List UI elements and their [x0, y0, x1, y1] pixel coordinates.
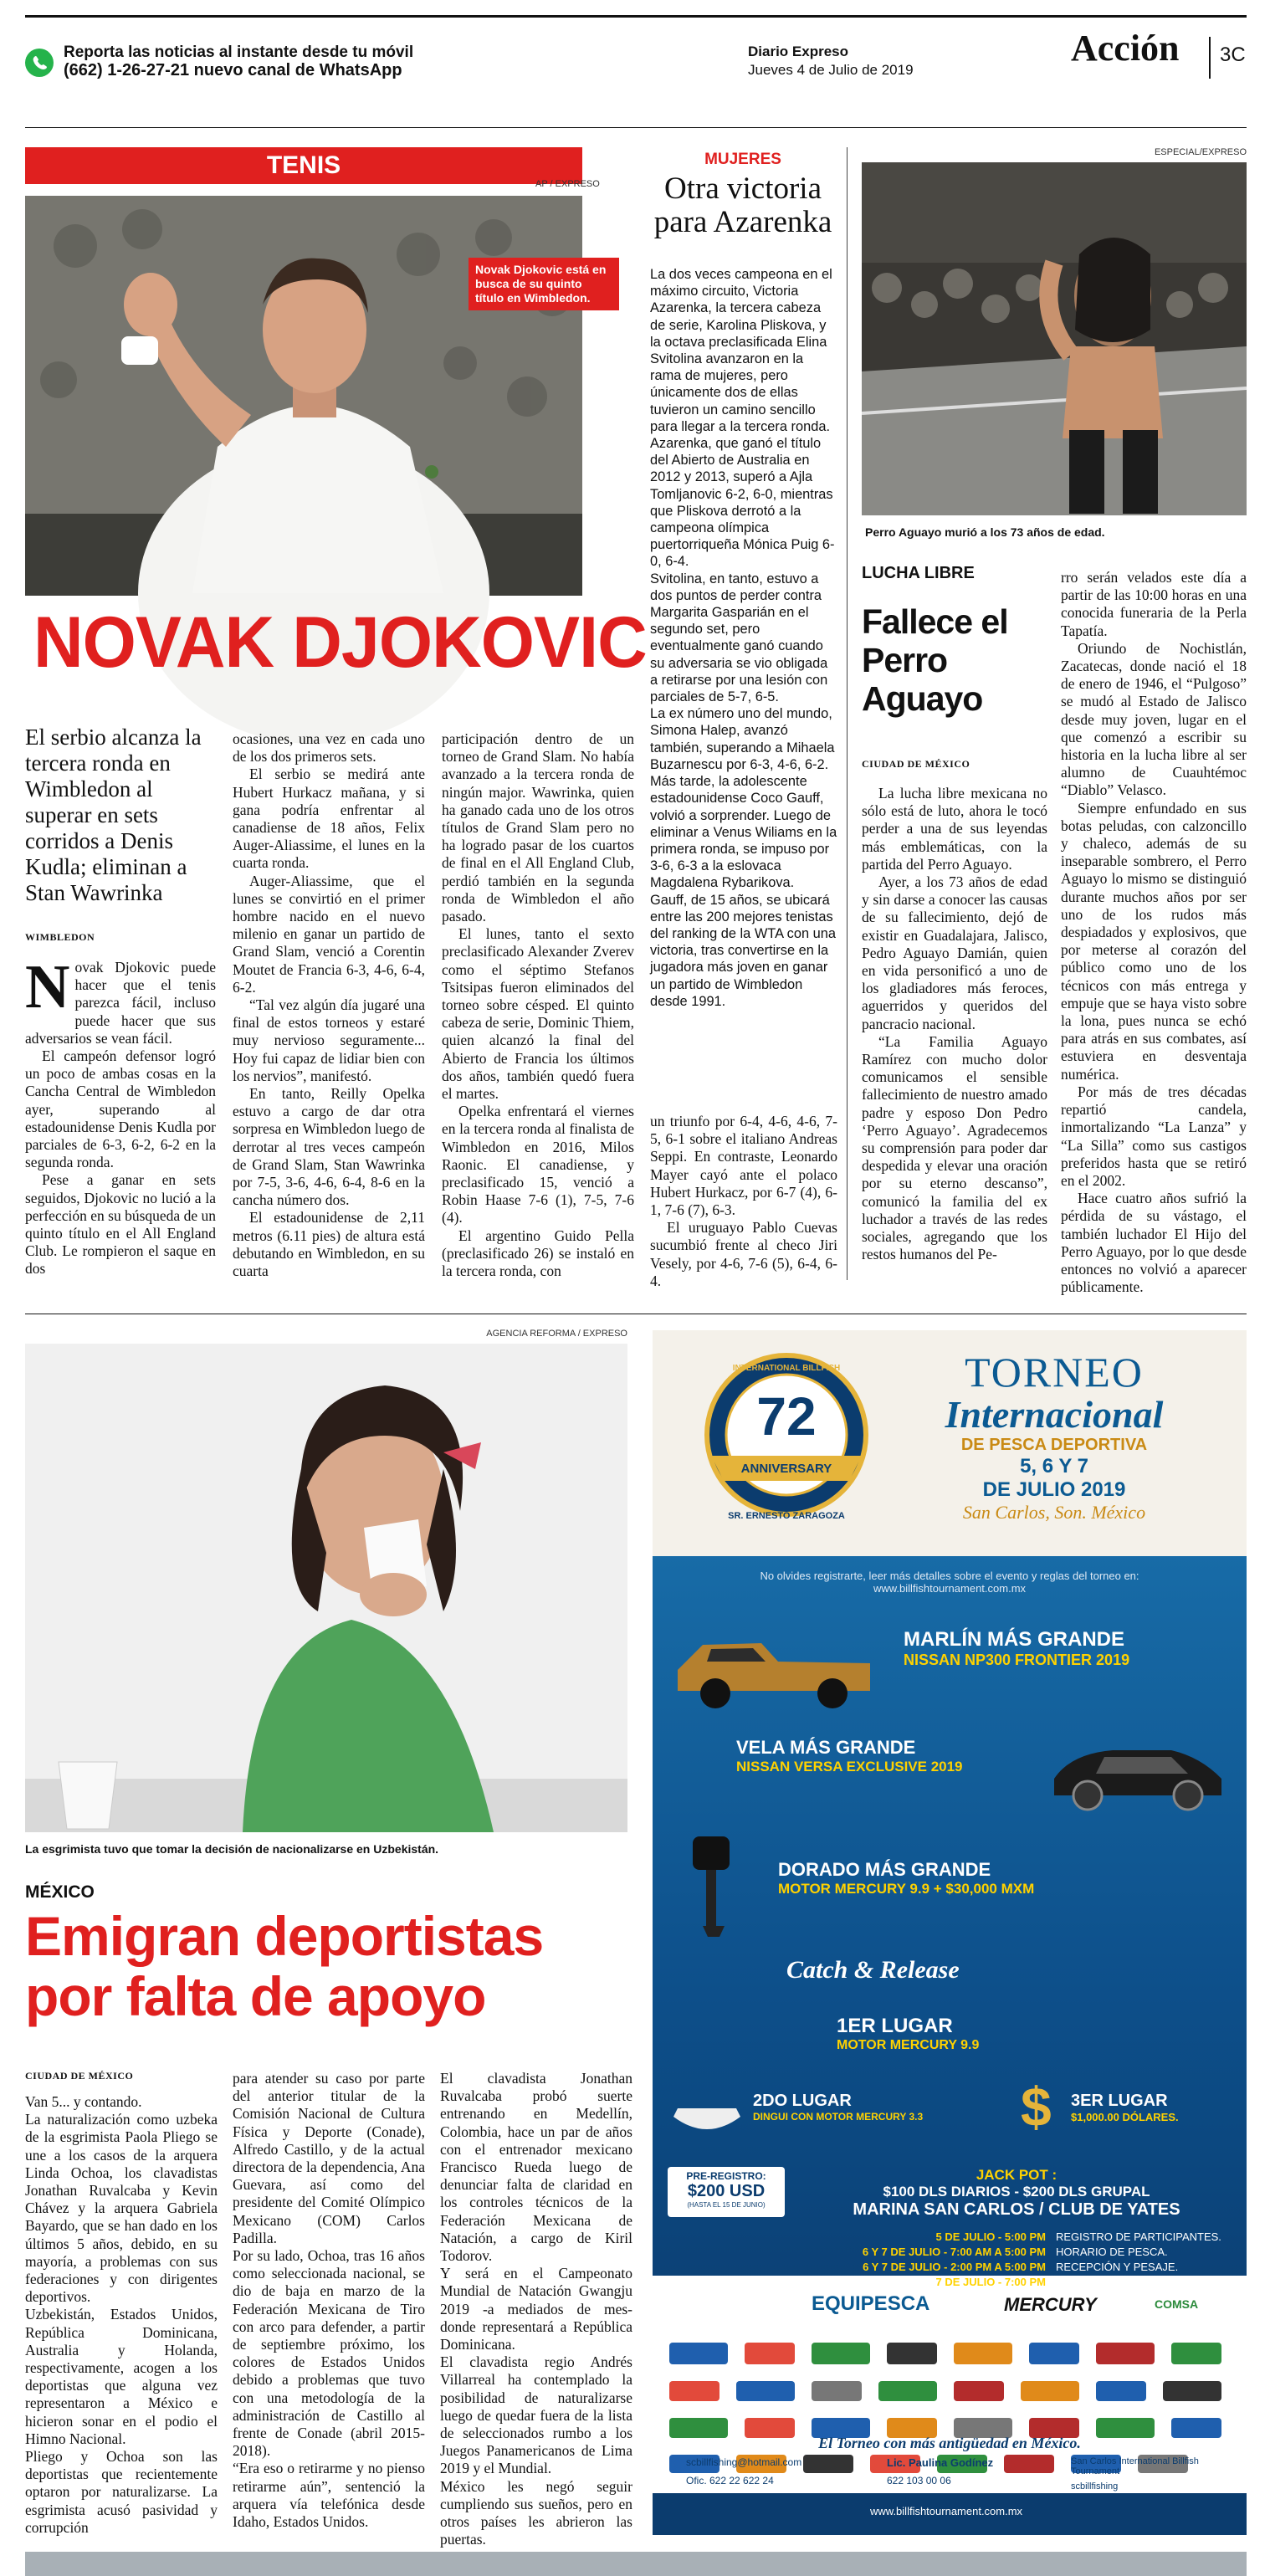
dinghy-image — [669, 2083, 745, 2142]
dropcap: N — [25, 953, 70, 1022]
prize-1-sub: NISSAN NP300 FRONTIER 2019 — [904, 1652, 1130, 1668]
prize-3-title: DORADO MÁS GRANDE — [778, 1859, 991, 1880]
whatsapp-icon — [25, 49, 54, 77]
badge-word: ANNIVERSARY — [740, 1462, 832, 1476]
emigran-col3: El clavadista Jonathan Ruvalcaba probó suerte entrenando en Medellín, Colombia, hace un par de años con el entrenador mexicano Francisco Rueda luego de denunciar falta de claridad en los controles técnicos de la Federación Mexicana de Natación, a cargo de Kiril Todorov. Y será en el Campeonato Mundial de Natación Gwangju 2019 -a mediados de mes- donde representará a República Dominicana. El clavadista regio Andrés Villarreal ha contemplado la posibilidad de naturalizarse luego de quedar fuera de la lista de seleccionados rumbo a los Juegos Panamericanos de Lima 2019 y el Mundial. México les negó seguir cumpliendo sus sueños, pero en otros países les abrieron las puertas. — [440, 2070, 632, 2548]
headline-aguayo: Fallece el Perro Aguayo — [862, 602, 1008, 718]
paper-name: Diario Expreso — [748, 44, 848, 59]
djokovic-col2 — [233, 730, 425, 1280]
paragraph: ocasiones, una vez en cada uno de los dos primeros sets. — [233, 730, 425, 766]
dateline-djokovic: WIMBLEDON — [25, 931, 95, 943]
bottom-bar — [25, 2552, 1247, 2576]
prize-1-title: MARLÍN MÁS GRANDE — [904, 1628, 1124, 1651]
aguayo-caption: Perro Aguayo murió a los 73 años de edad. — [865, 525, 1105, 539]
prereg-l3: (HASTA EL 15 DE JUNIO) — [687, 2201, 766, 2209]
marina: MARINA SAN CARLOS / CLUB DE YATES — [853, 2200, 1180, 2219]
billfish-ad — [653, 1330, 1247, 2535]
paragraph: Svitolina, en tanto, estuvo a dos puntos de perder contra Margarita Gasparián en el segundo set, pero eventualmente ganó cuando su adversaria se vio obligada a retirarse por una lesión con parciales de 5-7, 6-5. — [650, 571, 828, 705]
place-1-sub: MOTOR MERCURY 9.9 — [837, 2038, 980, 2052]
schedule-date: 5 DE JULIO - 5:00 PM — [935, 2230, 1046, 2243]
ad-social-ig: scbillfishing — [1071, 2481, 1119, 2491]
schedule-date: 7 DE JULIO - 7:00 PM — [935, 2276, 1046, 2288]
ad-sub3: DE JULIO 2019 — [982, 1478, 1126, 1501]
kicker-mexico: MÉXICO — [25, 1882, 95, 1902]
headline-azarenka: Otra victoria para Azarenka — [653, 172, 832, 239]
paragraph: El argentino Guido Pella (preclasificado 26) se instaló en la tercera ronda, con — [442, 1227, 634, 1280]
section-kicker-tenis: TENIS — [25, 147, 582, 184]
ad-office-phone: Ofic. 622 22 622 24 — [686, 2475, 774, 2486]
badge-top: INTERNATIONAL BILLFISH — [732, 1364, 841, 1373]
paragraph: El serbio se medirá ante Hubert Hurkacz mañana, y si gana podría enfrentar al canadiense de 18 años, Felix Auger-Aliassime, el lunes en la cuarta ronda. — [233, 766, 425, 872]
djokovic-col1 — [25, 953, 216, 1278]
emigran-col2: para atender su caso por parte del anterior titular de la Comisión Nacional de Cultura Física y Deporte (Conade), Alfredo Castillo, y de la actual directora de la dependencia, Ana Guevara, así como del presidente del Comité Olímpico Mexicano (COM) Carlos Padilla. Por su lado, Ochoa, tras 16 años como seleccionada nacional, se dio de baja en marzo de la Federación Mexicana de Tiro con arco para defender, a partir de septiembre próximo, los colores de Estados Unidos debido a problemas que tuvo con una metodología de la administración de Castillo al frente de Conade (abril 2015-2018). “Era eso o retirarme y no pienso retirarme aún”, sentenció la arquera vía telefónica desde Idaho, Estados Unidos. — [233, 2070, 425, 2531]
paragraph: Siempre enfundado en sus botas peludas, con calzoncillo y chaleco, además de su inseparable sombrero, el Perro Aguayo lo mismo se distinguió durante muchos años por ser uno de los rudos más despiadados y explosivos, que por meterse al corazón del público como uno de los técnicos con más entrega y empuje que se haya visto sobre la lona, pues nunca se echó para atrás en sus combates, así estuviera en desventaja numérica. — [1061, 799, 1247, 1083]
djokovic-photo-caption: Novak Djokovic está en busca de su quinto título en Wimbledon. — [469, 258, 619, 310]
paragraph: rro serán velados este día a partir de las 10:00 horas en una conocida funeraria de la Perla Tapatía. — [1061, 569, 1247, 639]
column-rule — [847, 147, 848, 1280]
photo-credit: AP / EXPRESO — [535, 179, 600, 189]
paragraph: El campeón defensor logró un poco de ambas cosas en la Cancha Central de Wimbledon ayer, superando al estadounidense Denis Kudla por parciales de 6-3, 6-2, 6-2 en la segunda ronda. — [25, 1047, 216, 1171]
aguayo-col2 — [1061, 569, 1247, 1296]
paragraph: Ayer, a los 73 años de edad y sin darse a conocer las causas de su fallecimiento, dejó de existir en Guadalajara, Jalisco, Pedro Aguayo Damián, quien en vida personificó a uno de los gladiadores más feroces, aguerridos y queridos del pancracio nacional. — [862, 873, 1047, 1032]
ad-sub1: DE PESCA DEPORTIVA — [960, 1436, 1148, 1454]
emigran-col1: Van 5... y contando. La naturalización como uzbeka de la esgrimista Paola Pliego se une a los casos de la arquera Linda Ochoa, los clavadistas Jonathan Ruvalcaba y Kevin Chávez y la arquera Gabriela Bayardo, que se han dado en los últimos 5 años, debido, en su mayoría, a problemas con sus federaciones y con dirigentes deportivos. Uzbekistán, Estados Unidos, República Dominicana, Australia y Holanda, respectivamente, acogen a los deportistas que alguna vez representaron a México e hicieron sonar en el podio el Himno Nacional. Pliego y Ochoa son las deportistas que recientemente optaron por naturalizarse. La esgrimista acusó pasividad y corrupción — [25, 2093, 218, 2536]
sponsor-equipesca: EQUIPESCA — [812, 2292, 930, 2315]
place-3-sub: $1,000.00 DÓLARES. — [1071, 2111, 1179, 2123]
paragraph: Hace cuatro años sufrió la pérdida de su vástago, el también luchador El Hijo del Perro Aguayo, por lo que desde entonces no volvió a aparecer públicamente. — [1061, 1190, 1247, 1296]
dateline-emigran: CIUDAD DE MÉXICO — [25, 2070, 134, 2082]
prize-1 — [904, 1628, 1230, 1669]
paragraph: Gauff, de 15 años, se ubicará entre las 200 mejores tenistas del ranking de la WTA con una victoria, tras convertirse en la jugadora más joven en ganar un partido de Wimbledon desde 1991. — [650, 892, 837, 1009]
ad-title-l2: Internacional — [945, 1393, 1164, 1436]
place-2 — [753, 2092, 923, 2123]
dollar-icon: $ — [1021, 2076, 1052, 2138]
paragraph: La lucha libre mexicana no sólo está de luto, ahora le tocó perder a una de sus leyendas más emblemáticas, con la partida del Perro Aguayo. — [862, 785, 1047, 873]
sponsor-comsa: COMSA — [1155, 2297, 1199, 2311]
ad-title-l1: TORNEO — [965, 1349, 1144, 1396]
headline-emigran-l2: por falta de apoyo — [25, 1965, 486, 2027]
car-image — [1046, 1720, 1230, 1812]
prize-2-sub: NISSAN VERSA EXCLUSIVE 2019 — [736, 1759, 963, 1775]
place-2-sub: DINGUI CON MOTOR MERCURY 3.3 — [753, 2111, 924, 2123]
photo-credit: AGENCIA REFORMA / EXPRESO — [486, 1329, 627, 1339]
paragraph: Azarenka, que ganó el título del Abierto de Australia en 2012 y 2013, superó a Ajla Tomljanovic 6-2, 6-0, mientras que Pliskova derrotó a la campeona olímpica puertorriqueña Mónica Puig 6-0, 6-4. — [650, 436, 835, 570]
section-title: Acción — [1071, 28, 1180, 69]
ad-note: No olvides registrarte, leer más detalles sobre el evento y reglas del torneo en: www.billfishtournament.com.mx — [760, 1570, 1139, 1595]
aguayo-photo — [862, 162, 1247, 515]
paragraph: El estadounidense de 2,11 metros (6.11 pies) de altura está debutando en Wimbledon, en su cuarta — [233, 1209, 425, 1280]
kicker-lucha: LUCHA LIBRE — [862, 564, 975, 582]
page-number: 3C — [1220, 44, 1246, 66]
prize-2-title: VELA MÁS GRANDE — [736, 1737, 916, 1758]
paragraph: Pese a ganar en sets seguidos, Djokovic no lució a la perfección en su búsqueda de un quinto título en el All England Club. Le rompieron el saque en dos — [25, 1171, 216, 1278]
paragraph: un triunfo por 6-4, 4-6, 4-6, 7-5, 6-1 sobre el italiano Andreas Seppi. En contraste, Leonardo Mayer cayó ante el polaco Hubert Hurkacz, por 6-7 (4), 6-1, 7-6 (7), 6-3. — [650, 1113, 837, 1219]
jackpot-amounts: $100 DLS DIARIOS - $200 DLS GRUPAL — [883, 2184, 1150, 2200]
ad-sub4: San Carlos, Son. México — [962, 1502, 1146, 1523]
paragraph: ovak Djokovic puede hacer que el tenis parezca fácil, incluso puede hacer que sus adversarios se vean fácil. — [25, 959, 216, 1047]
ad-title-block — [878, 1350, 1230, 1524]
paragraph: “La Familia Aguayo Ramírez con mucho dolor comunicamos el sensible fallecimiento de nuestro amado padre y esposo Don Pedro ‘Perro Aguayo’. Agradecemos su comprensión para poder dar despedida y elevar una oración por su eterno descanso”, comunicó la familia del ex luchador a través de las redes sociales, agregando que los restos humanos del Pe- — [862, 1032, 1047, 1263]
header-rule — [25, 127, 1247, 128]
badge-number: 72 — [756, 1386, 817, 1447]
kicker-mujeres: MUJERES — [704, 151, 781, 168]
badge-bottom: SR. ERNESTO ZARAGOZA — [728, 1511, 845, 1521]
paragraph: Más tarde, la adolescente estadounidense Coco Gauff, volvió a sorprender. Luego de eliminar a Venus Wiliams en la primera ronda, se impuso por 3-6, 6-3 a la eslovaca Magdalena Rybarikova. — [650, 774, 837, 891]
catch-release-title: Catch & Release — [786, 1956, 960, 1984]
paragraph: En tanto, Reilly Opelka estuvo a cargo de dar otra sorpresa en Wimbledon luego de derrotar al tres veces campeón de Grand Slam, Stan Wawrinka por 7-5, 3-6, 4-6, 6-4, 8-6 en la cancha número dos. — [233, 1085, 425, 1209]
ad-social-fb: San Carlos International Billfish Tournament — [1071, 2456, 1199, 2476]
place-1-title: 1ER LUGAR — [837, 2015, 953, 2037]
schedule-event: RECEPCIÓN Y PESAJE. — [1056, 2261, 1179, 2273]
issue-date: Jueves 4 de Julio de 2019 — [748, 62, 914, 78]
ad-contact: Lic. Paulina Godínez — [887, 2456, 994, 2469]
dateline-aguayo: CIUDAD DE MÉXICO — [862, 758, 970, 770]
azarenka-body — [650, 266, 837, 1010]
paragraph: La ex número uno del mundo, Simona Halep, avanzó también, superando a Mihaela Buzarnescu por 6-3, 4-6, 6-2. — [650, 706, 835, 772]
jackpot-block — [803, 2167, 1230, 2220]
djokovic-photo — [25, 196, 607, 596]
paragraph: La dos veces campeona en el máximo circuito, Victoria Azarenka, la tercera cabeza de serie, Karolina Pliskova, y la octava preclasificada Elina Svitolina avanzaron en la rama de mujeres, pero únicamente dos de ellas tuvieron un camino sencillo para llegar a la tercera ronda. — [650, 267, 832, 434]
photo-credit: ESPECIAL/EXPRESO — [1154, 147, 1247, 157]
paragraph: Opelka enfrentará el viernes en la tercera ronda al finalista de Wimbledon en 2016, Milos Raonic. El canadiense, y preclasificado 15, venció a Robin Haase 7-6 (1), 7-5, 7-6 (4). — [442, 1103, 634, 1227]
place-2-title: 2DO LUGAR — [753, 2092, 852, 2110]
schedule-event: HORARIO DE PESCA. — [1056, 2246, 1168, 2258]
motor-image — [678, 1832, 745, 1941]
schedule-event: REGISTRO DE PARTICIPANTES. — [1056, 2230, 1221, 2243]
place-1 — [837, 2015, 979, 2053]
header-divider — [1209, 37, 1211, 79]
whatsapp-line2: (662) 1-26-27-21 nuevo canal de WhatsApp — [64, 61, 402, 79]
aguayo-col1 — [862, 785, 1047, 1263]
sponsor-mercury: MERCURY — [1004, 2294, 1097, 2315]
djokovic-col3 — [442, 730, 634, 1280]
schedule-dates — [803, 2230, 1046, 2290]
prize-3 — [778, 1859, 1113, 1897]
djokovic-col4 — [650, 1113, 837, 1290]
fencer-photo — [25, 1344, 627, 1832]
fencer-caption: La esgrimista tuvo que tomar la decisión de nacionalizarse en Uzbekistán. — [25, 1842, 439, 1856]
schedule-date: 6 Y 7 DE JULIO - 2:00 PM A 5:00 PM — [863, 2261, 1046, 2273]
deck-djokovic: El serbio alcanza la tercera ronda en Wimbledon al superar en sets corridos a Denis Kudla; eliminan a Stan Wawrinka — [25, 725, 202, 905]
ad-web: www.billfishtournament.com.mx — [870, 2505, 1023, 2517]
paragraph: participación dentro de un torneo de Grand Slam. No había avanzado a la tercera ronda de ningún major. Wawrinka, quien ha ganado cada uno de los otros títulos de Grand Slam pero no ha logrado pasar de los cuartos de final en el All England Club, perdió también en la segunda ronda de Wimbledon el año pasado. — [442, 730, 634, 925]
paragraph: El lunes, tanto el sexto preclasificado Alexander Zverev como el séptimo Stefanos Tsitsipas fueron eliminados del torneo sobre césped. El quinto cabeza de serie, Dominic Thiem, quien alcanzó la final del Abierto de Francia los últimos dos años, también quedó fuera el martes. — [442, 925, 634, 1103]
schedule-event: PREMIACIÓN Y CLAUSURA — [1056, 2276, 1197, 2288]
schedule-date: 6 Y 7 DE JULIO - 7:00 AM A 5:00 PM — [862, 2246, 1046, 2258]
place-3-title: 3ER LUGAR — [1071, 2092, 1168, 2110]
truck-image — [669, 1611, 878, 1712]
headline-djokovic: NOVAK DJOKOVIC — [33, 602, 647, 683]
prize-2 — [736, 1737, 987, 1775]
place-3 — [1071, 2092, 1179, 2123]
paragraph: Oriundo de Nochistlán, Zacatecas, donde nació el 18 de enero de 1946, el “Pulgoso” se mudó al Estado de Jalisco desde muy joven, lugar en el que comenzó a escribir su historia en la lucha libre al ser alumno de Cuauhtémoc “Diablo” Velasco. — [1061, 639, 1247, 799]
ad-email: scbillfishing@hotmail.com — [686, 2456, 802, 2468]
ad-sub2: 5, 6 Y 7 — [1020, 1455, 1088, 1477]
jackpot-title: JACK POT : — [976, 2167, 1057, 2183]
paragraph: Por más de tres décadas repartió candela, inmortalizando “La Lanza” y “La Silla” como sus castigos preferidos hasta que se retiró en el 2002. — [1061, 1083, 1247, 1189]
paragraph: “Tal vez algún día jugaré una final de estos torneos y estaré muy nervioso seguramente... Hoy fui capaz de lidiar bien con los nervios”, manifestó. — [233, 996, 425, 1084]
paragraph: Auger-Aliassime, que el lunes se convirtió en el primer hombre nacido en el nuevo milenio en ganar un partido de Grand Slam, venció a Corentin Moutet de Francia 6-3, 4-6, 6-4, 6-2. — [233, 872, 425, 996]
anniversary-badge — [703, 1347, 870, 1539]
ad-cel-phone: 622 103 00 06 — [887, 2475, 951, 2486]
prereg-l1: PRE-REGISTRO: — [686, 2170, 766, 2182]
paragraph: El uruguayo Pablo Cuevas sucumbió frente al checo Jiri Vesely, por 4-6, 7-6 (5), 6-4, 6-4. — [650, 1219, 837, 1289]
whatsapp-line1: Reporta las noticias al instante desde tu móvil — [64, 44, 414, 61]
prize-3-sub: MOTOR MERCURY 9.9 + $30,000 MXM — [778, 1881, 1035, 1897]
headline-emigran-l1: Emigran deportistas — [25, 1905, 544, 1967]
schedule-events — [1056, 2230, 1232, 2290]
ad-footer-tag: El Torneo con más antigüedad en México. — [818, 2435, 1081, 2451]
preregistro-box — [668, 2167, 785, 2217]
top-rule — [25, 15, 1247, 18]
prereg-l2: $200 USD — [687, 2182, 766, 2200]
